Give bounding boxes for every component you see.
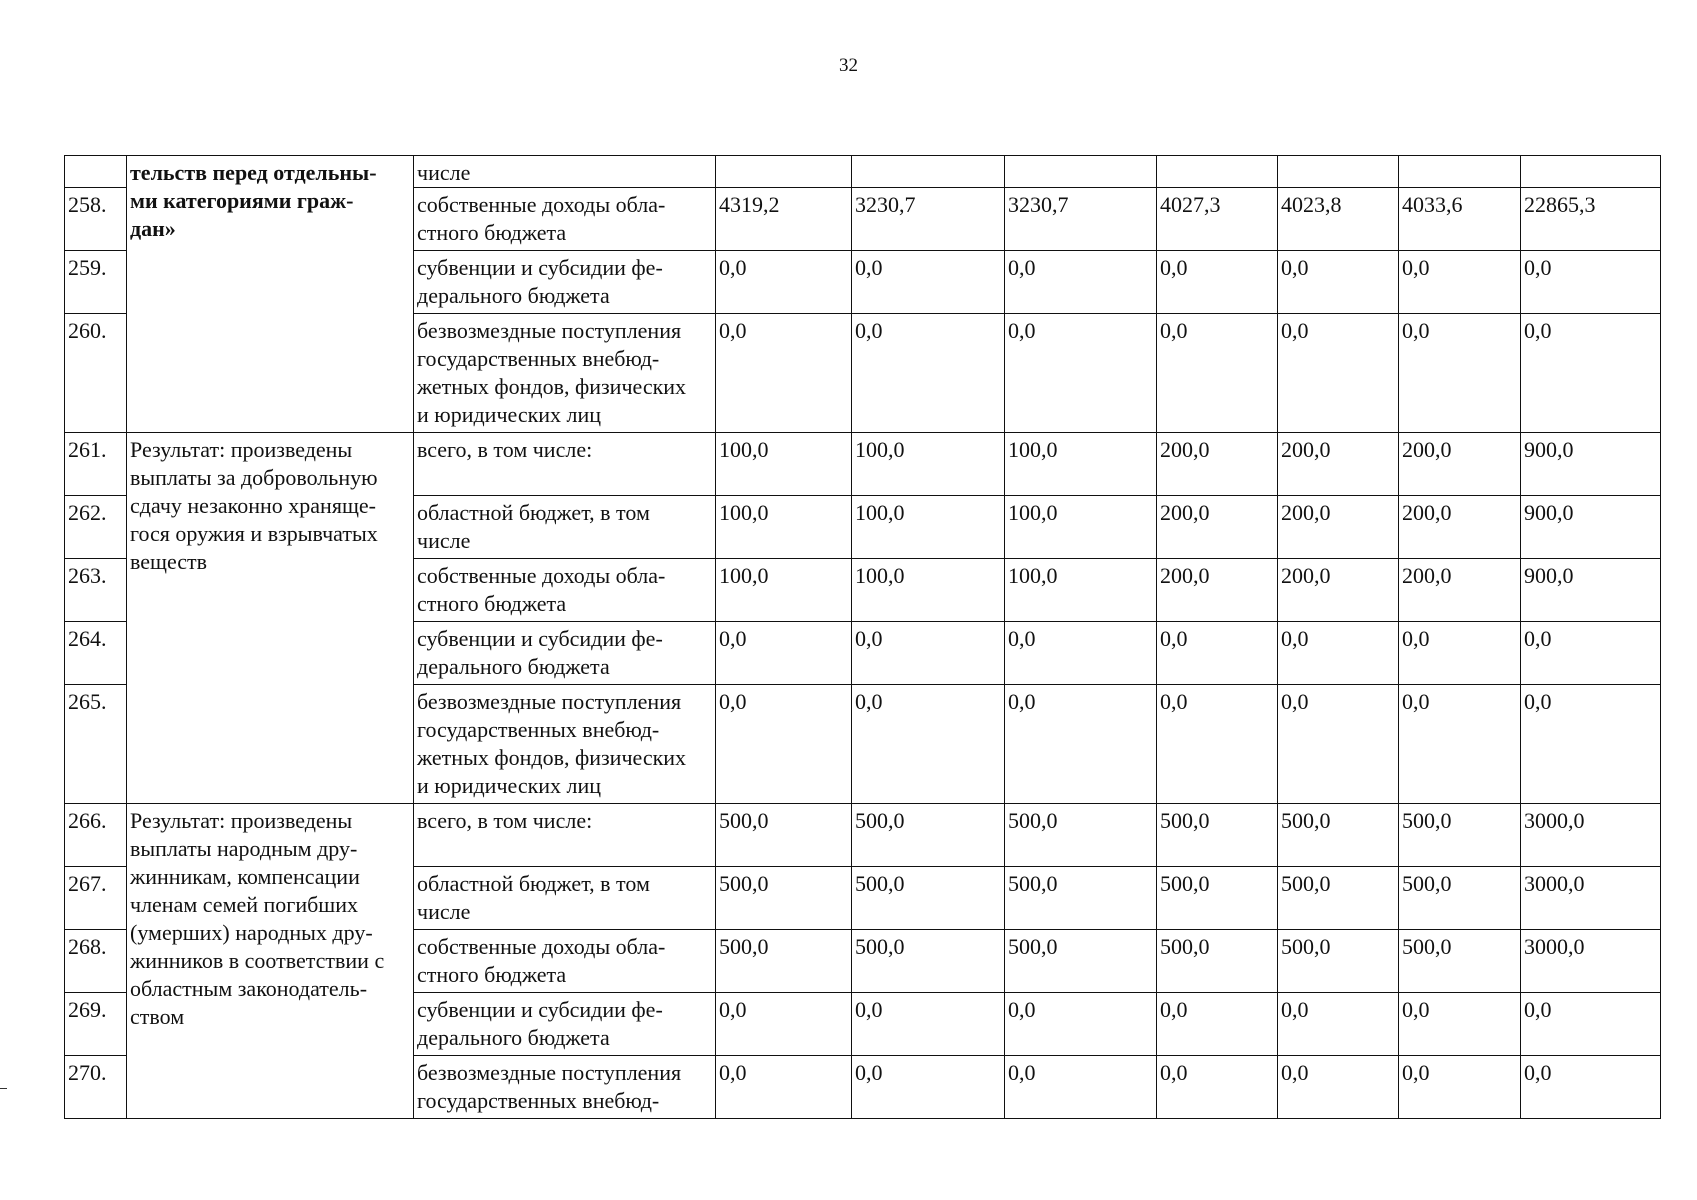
year-value-cell: 0,0 (1157, 314, 1278, 433)
year-value-cell: 4319,2 (716, 188, 852, 251)
year-value-cell: 0,0 (1157, 251, 1278, 314)
year-value-cell (1278, 156, 1399, 188)
year-value-cell: 4033,6 (1399, 188, 1521, 251)
year-value-cell: 4023,8 (1278, 188, 1399, 251)
funding-source-cell: всего, в том числе: (414, 433, 716, 496)
year-value-cell: 100,0 (716, 559, 852, 622)
result-description-cell: тельств перед отдельны- ми категориями граж- дан» (127, 156, 414, 433)
year-value-cell (1157, 156, 1278, 188)
total-value-cell: 0,0 (1521, 251, 1661, 314)
year-value-cell: 100,0 (852, 559, 1005, 622)
row-number-cell: 267. (65, 867, 127, 930)
year-value-cell: 500,0 (1157, 930, 1278, 993)
year-value-cell: 500,0 (1278, 804, 1399, 867)
total-value-cell: 3000,0 (1521, 804, 1661, 867)
year-value-cell: 500,0 (1399, 867, 1521, 930)
year-value-cell: 0,0 (1278, 993, 1399, 1056)
year-value-cell: 0,0 (1005, 314, 1157, 433)
scan-margin-mark (0, 1088, 7, 1089)
year-value-cell: 0,0 (852, 622, 1005, 685)
year-value-cell: 3230,7 (1005, 188, 1157, 251)
year-value-cell: 200,0 (1278, 559, 1399, 622)
total-value-cell: 900,0 (1521, 559, 1661, 622)
funding-source-cell: субвенции и субсидии фе- дерального бюджета (414, 993, 716, 1056)
year-value-cell: 0,0 (1157, 993, 1278, 1056)
year-value-cell (1005, 156, 1157, 188)
row-number-cell: 269. (65, 993, 127, 1056)
row-number-cell: 268. (65, 930, 127, 993)
funding-source-cell: собственные доходы обла- стного бюджета (414, 930, 716, 993)
result-description-cell: Результат: произведены выплаты народным дру- жинникам, компенсации членам семей погибших (умерших) народных дру- жинников в соответствии с областным законодатель- ством (127, 804, 414, 1119)
total-value-cell: 0,0 (1521, 622, 1661, 685)
row-number-cell: 265. (65, 685, 127, 804)
year-value-cell: 0,0 (716, 314, 852, 433)
table-row (65, 433, 1661, 496)
row-number-cell: 264. (65, 622, 127, 685)
year-value-cell: 500,0 (852, 930, 1005, 993)
budget-table (64, 155, 1661, 1119)
row-number-cell (65, 156, 127, 188)
row-number-cell: 259. (65, 251, 127, 314)
year-value-cell: 200,0 (1399, 559, 1521, 622)
year-value-cell: 100,0 (852, 433, 1005, 496)
year-value-cell: 500,0 (852, 804, 1005, 867)
row-number-cell: 266. (65, 804, 127, 867)
year-value-cell: 100,0 (852, 496, 1005, 559)
year-value-cell: 0,0 (1399, 685, 1521, 804)
year-value-cell: 500,0 (716, 930, 852, 993)
funding-source-cell: собственные доходы обла- стного бюджета (414, 188, 716, 251)
year-value-cell: 0,0 (1005, 1056, 1157, 1119)
row-number-cell: 270. (65, 1056, 127, 1119)
funding-source-cell: областной бюджет, в том числе (414, 496, 716, 559)
year-value-cell: 200,0 (1278, 433, 1399, 496)
year-value-cell: 0,0 (1399, 251, 1521, 314)
year-value-cell: 0,0 (852, 685, 1005, 804)
year-value-cell: 500,0 (1005, 867, 1157, 930)
year-value-cell: 0,0 (852, 314, 1005, 433)
year-value-cell: 4027,3 (1157, 188, 1278, 251)
year-value-cell: 0,0 (716, 1056, 852, 1119)
year-value-cell: 200,0 (1157, 433, 1278, 496)
row-number-cell: 262. (65, 496, 127, 559)
year-value-cell: 0,0 (716, 993, 852, 1056)
year-value-cell: 0,0 (1005, 622, 1157, 685)
year-value-cell: 500,0 (1157, 867, 1278, 930)
year-value-cell: 0,0 (852, 251, 1005, 314)
year-value-cell: 0,0 (1278, 251, 1399, 314)
result-description-cell: Результат: произведены выплаты за добровольную сдачу незаконно хранящe- гося оружия и взрывчатых веществ (127, 433, 414, 804)
total-value-cell: 900,0 (1521, 433, 1661, 496)
year-value-cell: 0,0 (1399, 1056, 1521, 1119)
row-number-cell: 258. (65, 188, 127, 251)
year-value-cell: 500,0 (1005, 804, 1157, 867)
year-value-cell: 200,0 (1278, 496, 1399, 559)
funding-source-cell: числе (414, 156, 716, 188)
year-value-cell: 0,0 (1278, 314, 1399, 433)
total-value-cell: 0,0 (1521, 993, 1661, 1056)
year-value-cell: 500,0 (1399, 804, 1521, 867)
year-value-cell: 0,0 (852, 1056, 1005, 1119)
year-value-cell: 3230,7 (852, 188, 1005, 251)
year-value-cell: 0,0 (716, 622, 852, 685)
year-value-cell: 100,0 (1005, 496, 1157, 559)
year-value-cell: 500,0 (1399, 930, 1521, 993)
total-value-cell: 3000,0 (1521, 930, 1661, 993)
year-value-cell: 0,0 (1157, 622, 1278, 685)
total-value-cell: 3000,0 (1521, 867, 1661, 930)
year-value-cell: 0,0 (1399, 314, 1521, 433)
year-value-cell (1399, 156, 1521, 188)
total-value-cell: 0,0 (1521, 685, 1661, 804)
total-value-cell: 0,0 (1521, 1056, 1661, 1119)
funding-source-cell: безвозмездные поступления государственных внебюд- жетных фондов, физических и юридических лиц (414, 685, 716, 804)
year-value-cell (852, 156, 1005, 188)
funding-source-cell: субвенции и субсидии фе- дерального бюджета (414, 622, 716, 685)
year-value-cell: 0,0 (1278, 622, 1399, 685)
funding-source-cell: областной бюджет, в том числе (414, 867, 716, 930)
total-value-cell: 22865,3 (1521, 188, 1661, 251)
year-value-cell: 500,0 (1005, 930, 1157, 993)
year-value-cell: 200,0 (1157, 559, 1278, 622)
year-value-cell (716, 156, 852, 188)
total-value-cell: 0,0 (1521, 314, 1661, 433)
year-value-cell: 200,0 (1399, 433, 1521, 496)
year-value-cell: 0,0 (1157, 685, 1278, 804)
year-value-cell: 500,0 (1278, 930, 1399, 993)
year-value-cell: 200,0 (1399, 496, 1521, 559)
table-row (65, 804, 1661, 867)
year-value-cell: 100,0 (716, 433, 852, 496)
row-number-cell: 263. (65, 559, 127, 622)
year-value-cell: 500,0 (1278, 867, 1399, 930)
funding-source-cell: безвозмездные поступления государственных внебюд- (414, 1056, 716, 1119)
year-value-cell: 0,0 (1399, 622, 1521, 685)
year-value-cell: 0,0 (1278, 685, 1399, 804)
total-value-cell: 900,0 (1521, 496, 1661, 559)
funding-source-cell: собственные доходы обла- стного бюджета (414, 559, 716, 622)
year-value-cell: 0,0 (852, 993, 1005, 1056)
year-value-cell: 0,0 (1005, 251, 1157, 314)
year-value-cell: 100,0 (1005, 559, 1157, 622)
year-value-cell: 500,0 (1157, 804, 1278, 867)
year-value-cell: 100,0 (1005, 433, 1157, 496)
year-value-cell: 0,0 (1005, 685, 1157, 804)
year-value-cell: 500,0 (852, 867, 1005, 930)
table-row (65, 156, 1661, 188)
funding-source-cell: безвозмездные поступления государственных внебюд- жетных фондов, физических и юридических лиц (414, 314, 716, 433)
year-value-cell: 0,0 (1157, 1056, 1278, 1119)
year-value-cell: 100,0 (716, 496, 852, 559)
total-value-cell (1521, 156, 1661, 188)
year-value-cell: 0,0 (1399, 993, 1521, 1056)
year-value-cell: 0,0 (716, 685, 852, 804)
page-number: 32 (839, 55, 858, 76)
row-number-cell: 261. (65, 433, 127, 496)
year-value-cell: 500,0 (716, 867, 852, 930)
year-value-cell: 0,0 (716, 251, 852, 314)
year-value-cell: 200,0 (1157, 496, 1278, 559)
year-value-cell: 500,0 (716, 804, 852, 867)
year-value-cell: 0,0 (1278, 1056, 1399, 1119)
funding-source-cell: субвенции и субсидии фе- дерального бюджета (414, 251, 716, 314)
funding-source-cell: всего, в том числе: (414, 804, 716, 867)
row-number-cell: 260. (65, 314, 127, 433)
year-value-cell: 0,0 (1005, 993, 1157, 1056)
